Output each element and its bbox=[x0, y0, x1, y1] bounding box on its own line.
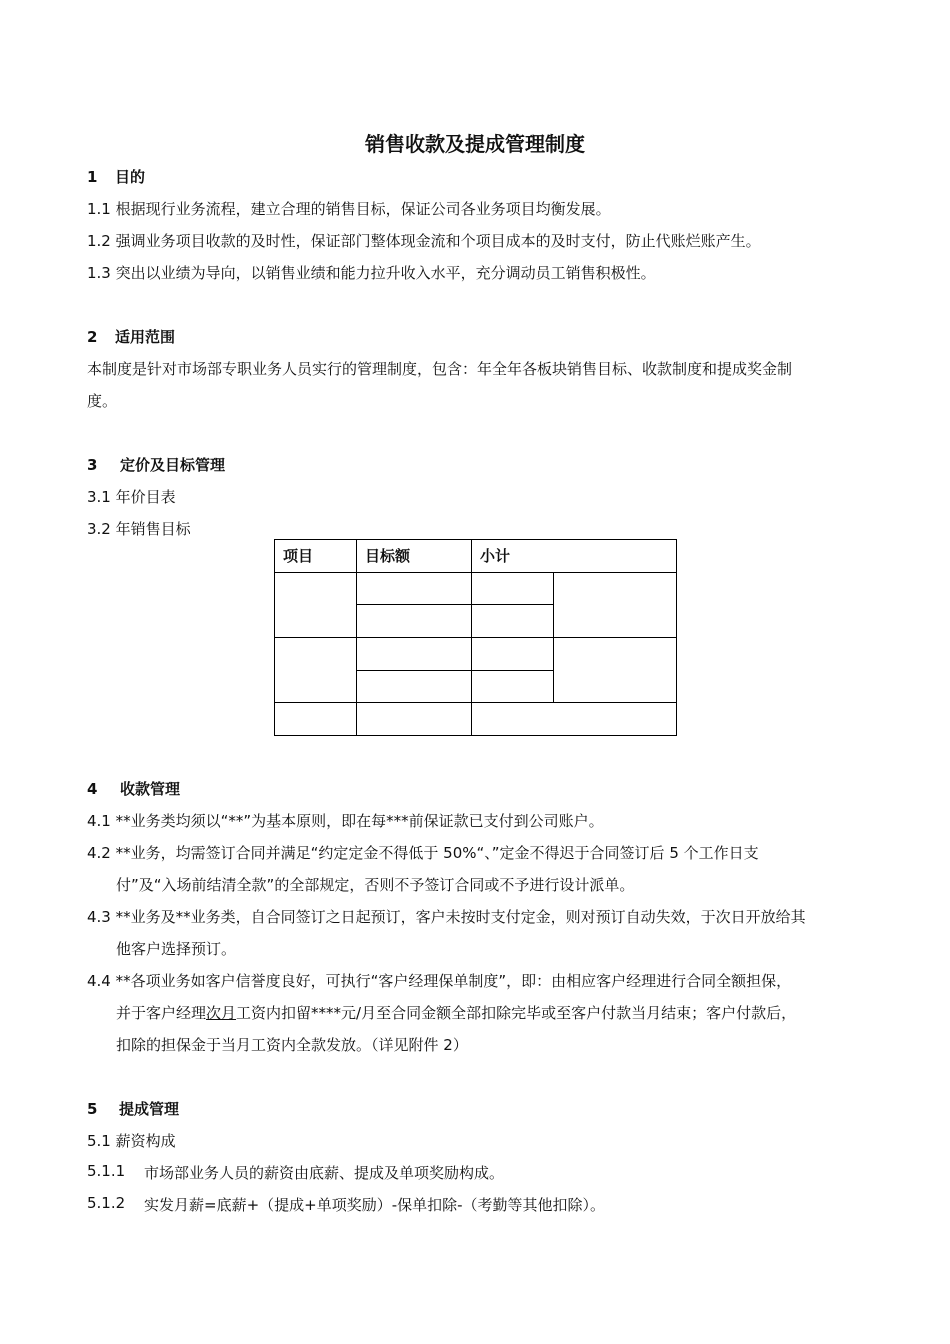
table-cell bbox=[554, 637, 677, 702]
item-4-1: 4.1 **业务类均须以“**”为基本原则，即在每***前保证款已支付到公司账户。 bbox=[87, 812, 604, 830]
table-cell bbox=[357, 670, 472, 703]
item-5-1: 5.1 薪资构成 bbox=[87, 1132, 176, 1150]
item-5-1-2-number: 5.1.2 bbox=[87, 1194, 126, 1212]
item-4-4-line-1: 4.4 **各项业务如客户信誉度良好，可执行“客户经理保单制度”，即：由相应客户经理进行合同全额担保， bbox=[87, 972, 792, 990]
item-4-4-text-a: 并于客户经理 bbox=[116, 1004, 207, 1022]
sales-target-table bbox=[274, 539, 677, 736]
item-4-4-line-3: 扣除的担保金于当月工资内全款发放。（详见附件 2） bbox=[116, 1036, 468, 1054]
section-1-heading bbox=[87, 166, 145, 187]
table-cell bbox=[357, 572, 472, 605]
scope-line-1: 本制度是针对市场部专职业务人员实行的管理制度，包含：年全年各板块销售目标、收款制度和提成奖金制 bbox=[87, 360, 793, 378]
table-header-project: 项目 bbox=[275, 540, 357, 573]
page-title: 销售收款及提成管理制度 bbox=[365, 132, 585, 156]
table-cell bbox=[472, 703, 677, 736]
table-header-target: 目标额 bbox=[357, 540, 472, 573]
item-1-1: 1.1 根据现行业务流程，建立合理的销售目标，保证公司各业务项目均衡发展。 bbox=[87, 200, 611, 218]
section-1-title: 目的 bbox=[115, 168, 146, 186]
item-1-3: 1.3 突出以业绩为导向，以销售业绩和能力拉升收入水平，充分调动员工销售积极性。 bbox=[87, 264, 656, 282]
section-3-title: 定价及目标管理 bbox=[120, 456, 226, 474]
table-cell bbox=[472, 670, 554, 703]
item-4-4-line-2 bbox=[116, 1002, 796, 1023]
item-4-3-line-1: 4.3 **业务及**业务类，自合同签订之日起预订，客户未按时支付定金，则对预订自动失效，于次日开放给其 bbox=[87, 908, 806, 926]
item-4-4-text-b: 工资内扣留****元/月至合同金额全部扣除完毕或至客户付款当月结束；客户付款后， bbox=[236, 1004, 797, 1022]
section-2-heading bbox=[87, 326, 175, 347]
item-5-1-1-text: 市场部业务人员的薪资由底薪、提成及单项奖励构成。 bbox=[144, 1164, 505, 1182]
table-cell bbox=[357, 703, 472, 736]
item-5-1-2-text: 实发月薪=底薪+（提成+单项奖励）-保单扣除-（考勤等其他扣除）。 bbox=[144, 1196, 606, 1214]
table-cell bbox=[275, 703, 357, 736]
table-cell bbox=[472, 605, 554, 638]
item-5-1-1-number: 5.1.1 bbox=[87, 1162, 126, 1180]
table-cell bbox=[357, 637, 472, 670]
item-3-1: 3.1 年价目表 bbox=[87, 488, 176, 506]
scope-line-2: 度。 bbox=[87, 392, 118, 410]
item-4-4-underlined: 次月 bbox=[206, 1004, 237, 1022]
section-5-title: 提成管理 bbox=[119, 1100, 180, 1118]
table-cell bbox=[275, 637, 357, 702]
section-5-heading bbox=[87, 1098, 179, 1119]
section-4-title: 收款管理 bbox=[120, 780, 181, 798]
table-cell bbox=[554, 572, 677, 637]
table-header-subtotal: 小计 bbox=[472, 540, 677, 573]
section-4-heading bbox=[87, 778, 180, 799]
item-4-2-line-1: 4.2 **业务，均需签订合同并满足“约定定金不得低于 50%“、”定金不得迟于合同签订后 5 个工作日支 bbox=[87, 844, 759, 862]
table-cell bbox=[472, 572, 554, 605]
item-1-2: 1.2 强调业务项目收款的及时性，保证部门整体现金流和个项目成本的及时支付，防止代账烂账产生。 bbox=[87, 232, 761, 250]
table-cell bbox=[275, 572, 357, 637]
section-5-number: 5 bbox=[87, 1100, 98, 1118]
item-4-2-line-2: 付”及“入场前结清全款”的全部规定，否则不予签订合同或不予进行设计派单。 bbox=[116, 876, 635, 894]
section-1-number: 1 bbox=[87, 168, 98, 186]
table-cell bbox=[472, 637, 554, 670]
section-4-number: 4 bbox=[87, 780, 98, 798]
table-cell bbox=[357, 605, 472, 638]
section-2-title: 适用范围 bbox=[115, 328, 176, 346]
section-3-number: 3 bbox=[87, 456, 98, 474]
section-2-number: 2 bbox=[87, 328, 98, 346]
item-4-3-line-2: 他客户选择预订。 bbox=[116, 940, 237, 958]
item-3-2: 3.2 年销售目标 bbox=[87, 520, 191, 538]
section-3-heading bbox=[87, 454, 225, 475]
